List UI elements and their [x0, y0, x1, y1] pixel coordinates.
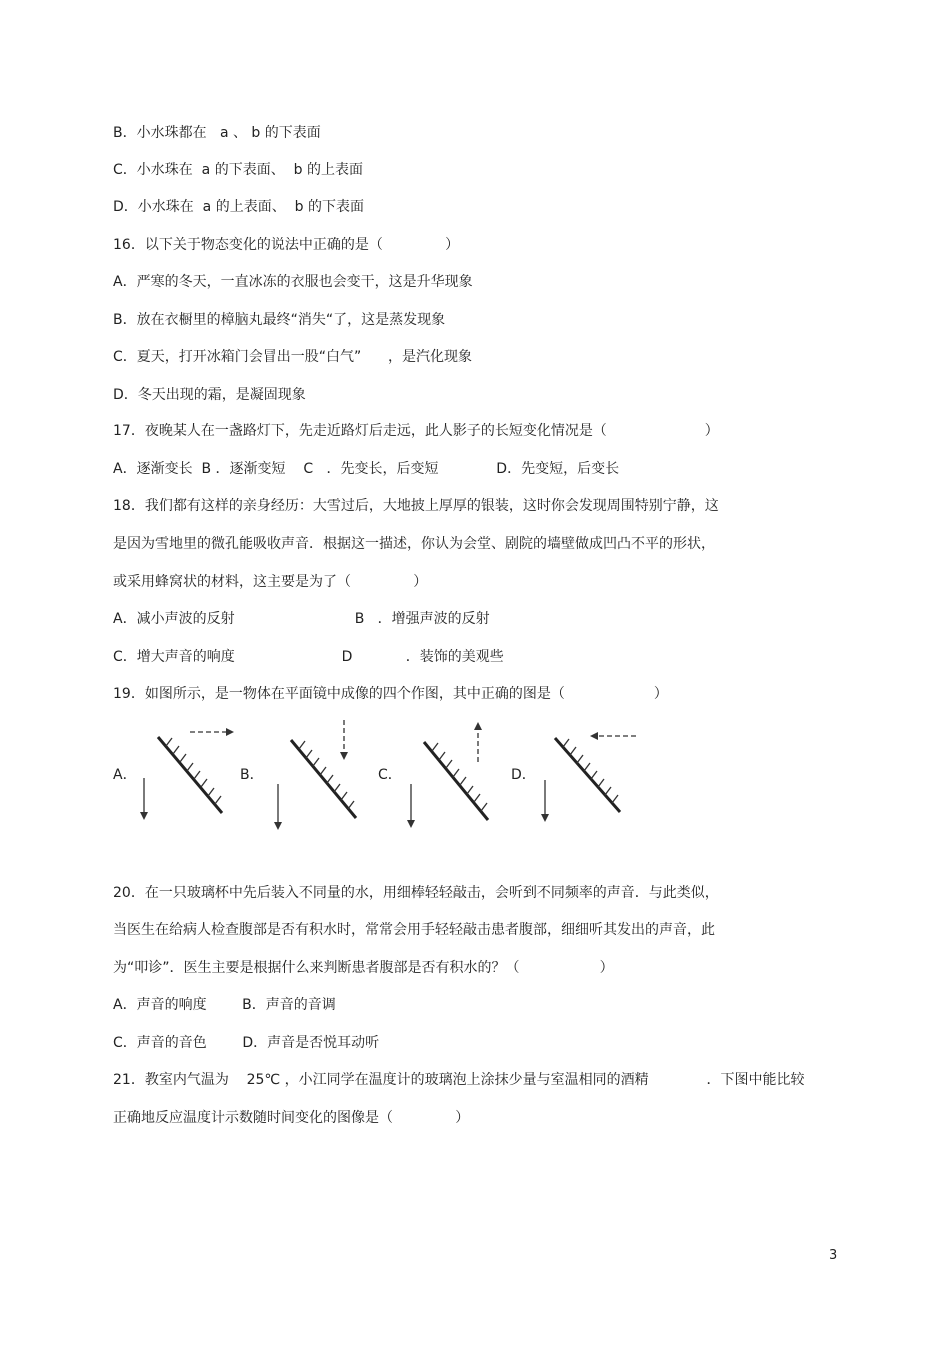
- option-16c: C．夏天，打开冰箱门会冒出一股“白气” ，是汽化现象: [113, 349, 472, 365]
- option-15b: B．小水珠都在 a 、 b 的下表面: [113, 125, 321, 141]
- question-20-line3: 为“叩诊”．医生主要是根据什么来判断患者腹部是否有积水的？（ ）: [113, 960, 614, 976]
- question-16: 16．以下关于物态变化的说法中正确的是（ ）: [113, 237, 460, 253]
- question-21-line1: 21．教室内气温为 25℃ ，小江同学在温度计的玻璃泡上涂抹少量与室温相同的酒精 ．下图中能比较: [113, 1072, 805, 1088]
- figure-label-a: A．: [113, 767, 137, 783]
- question-17: 17．夜晚某人在一盏路灯下，先走近路灯后走远，此人影子的长短变化情况是（ ）: [113, 423, 719, 439]
- question-19: 19．如图所示，是一物体在平面镜中成像的四个作图，其中正确的图是（ ）: [113, 686, 668, 702]
- mirror-figure-b: [278, 720, 356, 826]
- figure-label-d: D．: [511, 767, 536, 783]
- question-20-line2: 当医生在给病人检查腹部是否有积水时，常常会用手轻轻敲击患者腹部，细细听其发出的声音，此: [113, 922, 715, 938]
- option-16d: D．冬天出现的霜，是凝固现象: [113, 387, 306, 403]
- options-17: A．逐渐变长 B ．逐渐变短 C ．先变长，后变短 D．先变短，后变长: [113, 461, 620, 477]
- figure-label-b: B．: [240, 767, 264, 783]
- options-18-ab: A．减小声波的反射 B ．增强声波的反射: [113, 611, 490, 627]
- question-18-line3: 或采用蜂窝状的材料，这主要是为了（ ）: [113, 574, 428, 590]
- option-16a: A．严寒的冬天，一直冰冻的衣服也会变干，这是升华现象: [113, 274, 473, 290]
- option-15d: D．小水珠在 a 的上表面、 b 的下表面: [113, 199, 364, 215]
- mirror-figure-c: [411, 726, 488, 824]
- mirror-figure-a: [144, 732, 230, 816]
- option-15c: C．小水珠在 a 的下表面、 b 的上表面: [113, 162, 363, 178]
- option-16b: B．放在衣橱里的樟脑丸最终“消失“了，这是蒸发现象: [113, 312, 446, 328]
- options-18-cd: C．增大声音的响度 D ．装饰的美观些: [113, 649, 504, 665]
- mirror-figures: [0, 700, 950, 850]
- figure-label-c: C．: [378, 767, 402, 783]
- question-20-line1: 20．在一只玻璃杯中先后装入不同量的水，用细棒轻轻敲击，会听到不同频率的声音．与此类似，: [113, 885, 719, 901]
- question-18-line1: 18．我们都有这样的亲身经历：大雪过后，大地披上厚厚的银装，这时你会发现周围特别宁静，这: [113, 498, 719, 514]
- question-18-line2: 是因为雪地里的微孔能吸收声音．根据这一描述，你认为会堂、剧院的墙壁做成凹凸不平的形状，: [113, 536, 715, 552]
- options-20-cd: C．声音的音色 D．声音是否悦耳动听: [113, 1035, 380, 1051]
- options-20-ab: A．声音的响度 B．声音的音调: [113, 997, 336, 1013]
- question-21-line2: 正确地反应温度计示数随时间变化的图像是（ ）: [113, 1110, 470, 1126]
- page-number: 3: [829, 1248, 838, 1263]
- mirror-figure-d: [545, 736, 636, 818]
